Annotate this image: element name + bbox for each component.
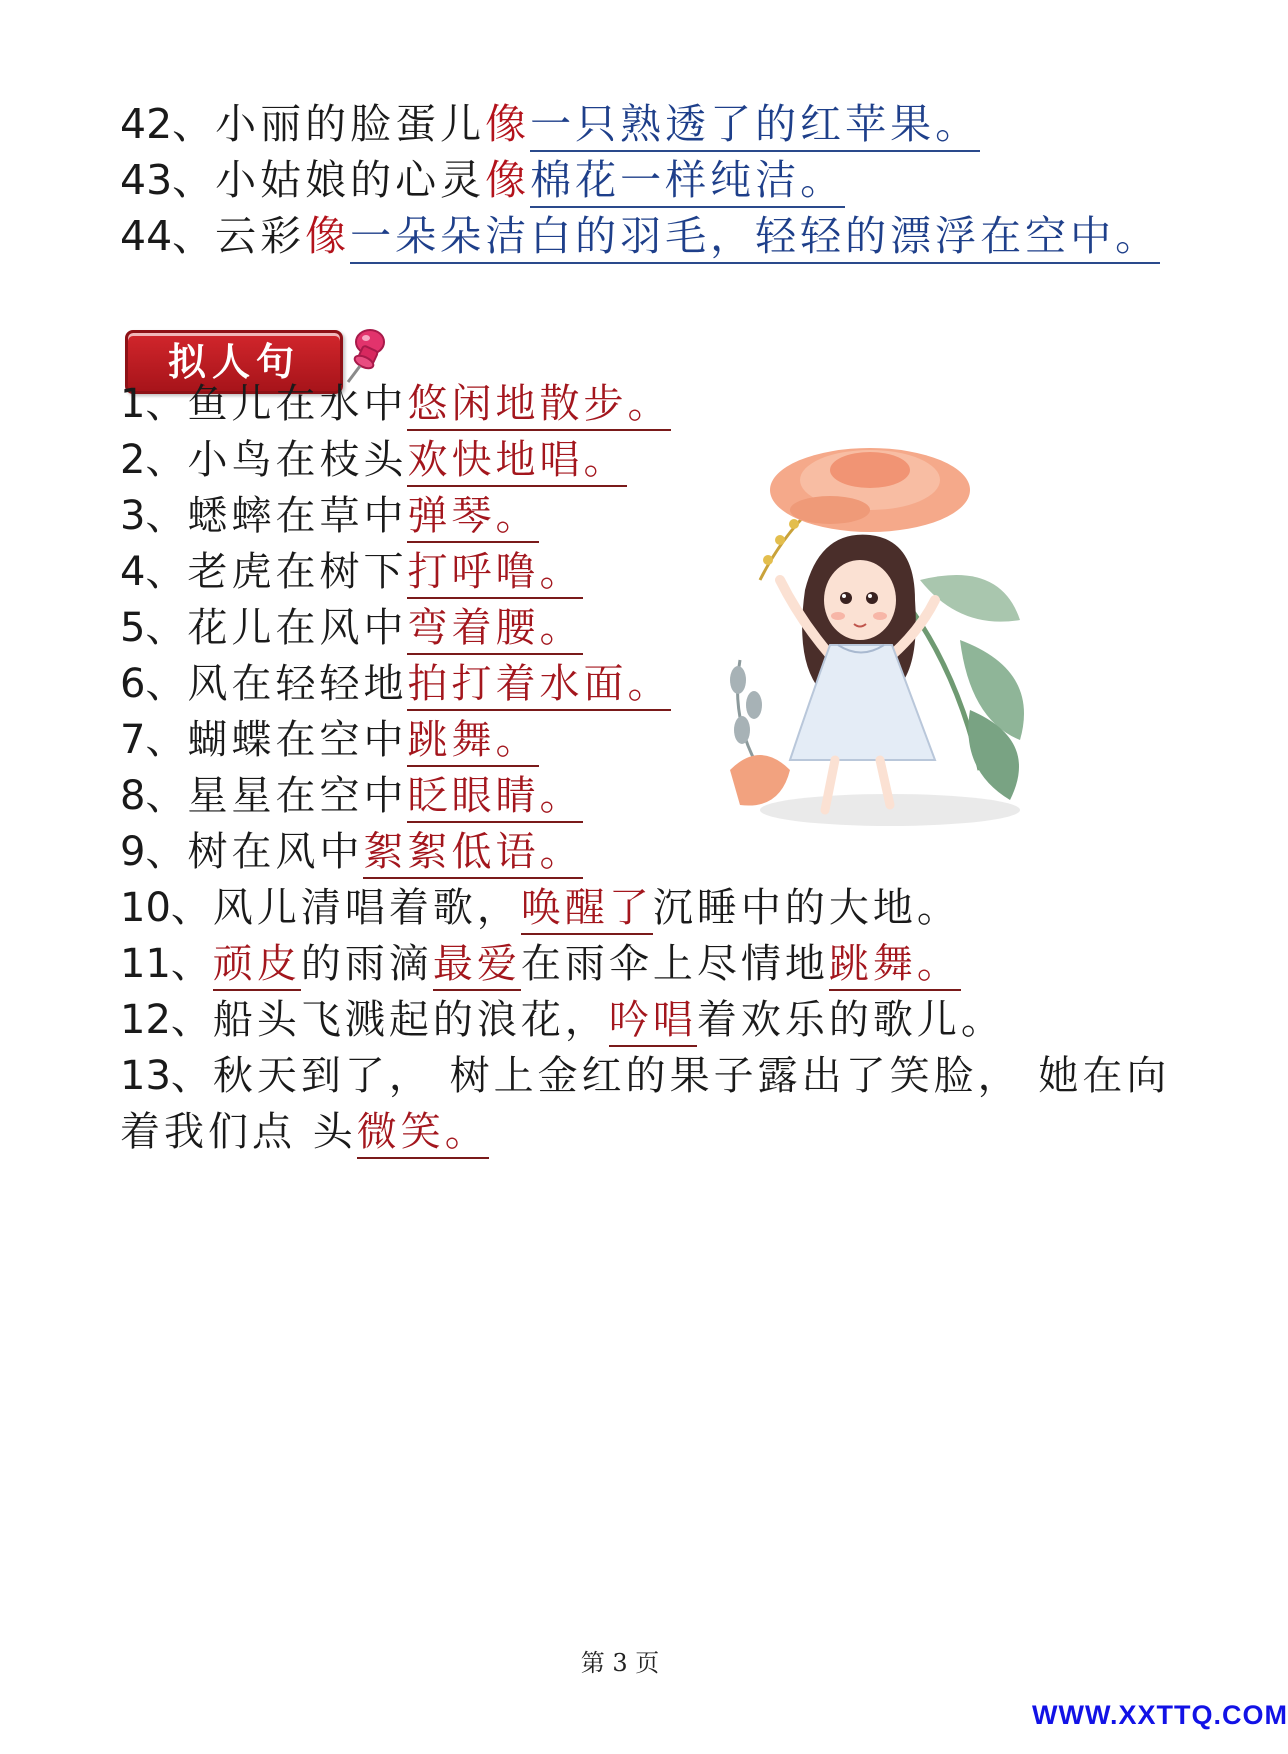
answer-text: 棉花一样纯洁。 [530,156,845,208]
item-number: 44、 [120,212,214,260]
sentence-text: 小鸟在枝头 [187,437,408,483]
item-number: 9、 [120,829,186,875]
sentence-text: 在雨伞上尽情地 [520,941,829,987]
personification-line-8 [120,768,583,824]
sentence-text: 鱼儿在水中 [187,381,408,427]
sentence-text: 沉睡中的大地。 [652,885,961,931]
answer-text: 跳舞。 [407,717,539,767]
simile-line-42 [120,96,980,152]
site-watermark: WWW.XXTTQ.COM [1032,1700,1288,1730]
simile-line-43 [120,152,845,208]
sentence-text: 风在轻轻地 [187,661,408,707]
item-number: 11、 [120,941,211,987]
sentence-text: 老虎在树下 [187,549,408,595]
item-number: 42、 [120,100,214,148]
personification-line-12 [120,992,1005,1048]
answer-text: 吟唱 [609,997,697,1047]
personification-line-6 [120,656,671,712]
sentence-text: 的雨滴 [300,941,433,987]
personification-line-2 [120,432,627,488]
item-number: 13、 [120,1053,211,1099]
item-number: 12、 [120,997,211,1043]
simile-marker: 像 [485,100,531,148]
item-number: 10、 [120,885,211,931]
sentence-text: 星星在空中 [187,773,408,819]
item-number: 2、 [120,437,186,483]
section-title-banner: 拟人句 [125,330,343,394]
item-number: 1、 [120,381,186,427]
sentence-text: 船头飞溅起的浪花， [212,997,609,1043]
personification-line-4 [120,544,583,600]
item-number: 7、 [120,717,186,763]
item-number: 4、 [120,549,186,595]
answer-text: 打呼噜。 [407,549,583,599]
answer-text: 弯着腰。 [407,605,583,655]
answer-text: 微笑。 [357,1109,489,1159]
personification-line-10 [120,880,961,936]
sentence-text: 着欢乐的歌儿。 [696,997,1005,1043]
item-number: 6、 [120,661,186,707]
personification-line-9 [120,824,583,880]
sentence-text: 蝴蝶在空中 [187,717,408,763]
simile-marker: 像 [485,156,531,204]
sentence-text: 树在风中 [187,829,364,875]
answer-text: 最爱 [433,941,521,991]
answer-text: 跳舞。 [829,941,961,991]
sentence-text: 风儿清唱着歌， [212,885,521,931]
item-number: 5、 [120,605,186,651]
page-number: 第 3 页 [580,1649,660,1677]
answer-text: 拍打着水面。 [407,661,671,711]
answer-text: 唤醒了 [521,885,653,935]
item-number: 8、 [120,773,186,819]
personification-line-13 [120,1048,1170,1104]
answer-text: 顽皮 [213,941,301,991]
answer-text: 一朵朵洁白的羽毛，轻轻的漂浮在空中。 [350,212,1160,264]
sentence-text: 小姑娘的心灵 [215,156,486,204]
personification-line-11 [120,936,961,992]
personification-line-3 [120,488,539,544]
answer-text: 眨眼睛。 [407,773,583,823]
answer-text: 絮絮低语。 [363,829,583,879]
item-number: 3、 [120,493,186,539]
answer-text: 弹琴。 [407,493,539,543]
personification-line-13-cont [120,1104,489,1160]
personification-line-5 [120,600,583,656]
simile-marker: 像 [305,212,351,260]
item-number: 43、 [120,156,214,204]
sentence-text: 小丽的脸蛋儿 [215,100,486,148]
sentence-text: 秋天到了， 树上金红的果子露出了笑脸， 她在向 [212,1053,1171,1099]
personification-line-1 [120,376,671,432]
answer-text: 一只熟透了的红苹果。 [530,100,980,152]
sentence-text: 花儿在风中 [187,605,408,651]
answer-text: 悠闲地散步。 [407,381,671,431]
sentence-text: 着我们点 头 [120,1109,357,1155]
sentence-text: 云彩 [215,212,306,260]
personification-line-7 [120,712,539,768]
sentence-text: 蟋蟀在草中 [187,493,408,539]
simile-line-44 [120,208,1160,264]
answer-text: 欢快地唱。 [407,437,627,487]
girl-with-flower-illustration [720,440,1060,840]
